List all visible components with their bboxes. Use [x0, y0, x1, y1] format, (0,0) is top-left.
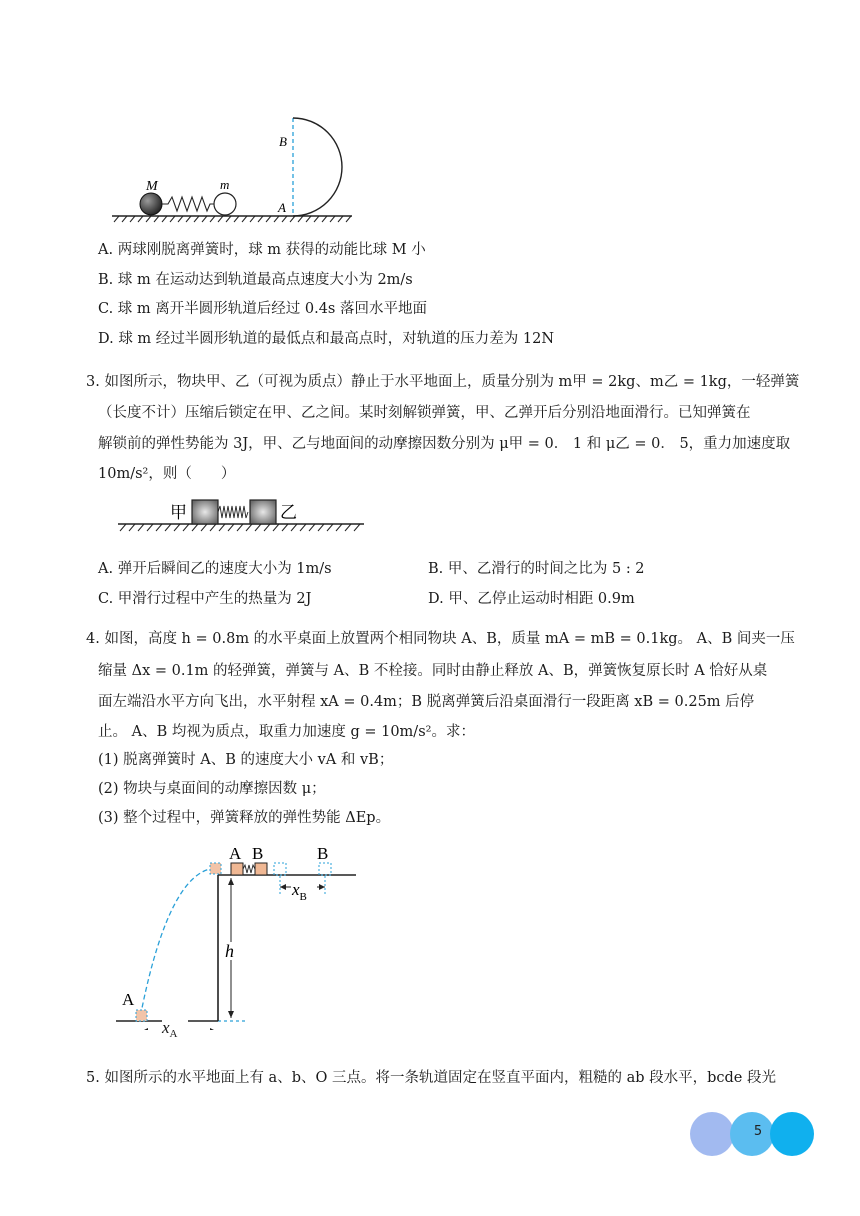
block-A-landed — [136, 1010, 147, 1021]
q3-option-b: B. 甲、乙滑行的时间之比为 5 : 2 — [428, 561, 645, 577]
block-yi — [250, 500, 276, 524]
spring — [162, 197, 214, 211]
q3-figure — [116, 494, 368, 542]
q4-line-1: 4. 如图，高度 h = 0.8m 的水平桌面上放置两个相同物块 A、B，质量 mA = mB = 0.1kg。 A、B 间夹一压 — [86, 631, 795, 647]
block-A — [231, 863, 243, 875]
q4-subq-3: (3) 整个过程中，弹簧释放的弹性势能 ΔEp。 — [98, 810, 391, 826]
page-number-badge — [690, 1112, 814, 1156]
ball-m — [214, 193, 236, 215]
page-number: 5 — [753, 1124, 763, 1139]
q3-line-2: （长度不计）压缩后锁定在甲、乙之间。某时刻解锁弹簧，甲、乙弹开后分别沿地面滑行。已知弹簧在 — [98, 405, 751, 421]
q5-line-1: 5. 如图所示的水平地面上有 a、b、O 三点。将一条轨道固定在竖直平面内，粗糙的 ab 段水平，bcde 段光 — [86, 1070, 776, 1086]
label-M: M — [146, 179, 158, 194]
q4-line-2: 缩量 Δx = 0.1m 的轻弹簧，弹簧与 A、B 不栓接。同时由静止释放 A、B，弹簧恢复原长时 A 恰好从桌 — [98, 663, 768, 679]
block-jia — [192, 500, 218, 524]
q2-option-b: B. 球 m 在运动达到轨道最高点速度大小为 2m/s — [98, 272, 413, 288]
q3-option-a: A. 弹开后瞬间乙的速度大小为 1m/s — [98, 561, 332, 577]
label-A: A — [278, 200, 286, 215]
label-h: h — [225, 941, 234, 961]
q3-line-3: 解锁前的弹性势能为 3J，甲、乙与地面间的动摩擦因数分别为 μ甲 = 0． 1 和 μ乙 = 0． 5，重力加速度取 — [98, 436, 791, 452]
q3-option-c: C. 甲滑行过程中产生的热量为 2J — [98, 591, 312, 607]
q2-option-a: A. 两球刚脱离弹簧时，球 m 获得的动能比球 M 小 — [98, 242, 426, 258]
ball-M — [140, 193, 162, 215]
label-xA: $x_A$ — [162, 1019, 188, 1039]
q4-line-3: 面左端沿水平方向飞出，水平射程 xA = 0.4m；B 脱离弹簧后沿桌面滑行一段距离 xB = 0.25m 后停 — [98, 694, 755, 710]
label-yi: 乙 — [280, 503, 297, 523]
q4-line-4: 止。 A、B 均视为质点，取重力加速度 g = 10m/s²。求： — [98, 724, 475, 740]
q2-option-c: C. 球 m 离开半圆形轨道后经过 0.4s 落回水平地面 — [98, 301, 427, 317]
label-xB: $x_B$ — [292, 880, 307, 903]
label-A-bottom: A — [122, 990, 135, 1009]
label-B-end: B — [317, 844, 329, 863]
q2-figure — [108, 110, 358, 226]
label-jia: 甲 — [170, 503, 187, 523]
q4-figure — [112, 838, 362, 1030]
label-B: B — [279, 134, 287, 149]
q2-option-d: D. 球 m 经过半圆形轨道的最低点和最高点时，对轨道的压力差为 12N — [98, 331, 555, 347]
q4-subq-2: (2) 物块与桌面间的动摩擦因数 μ； — [98, 781, 326, 797]
semicircle-track — [293, 118, 342, 216]
label-m: m — [220, 177, 230, 192]
q3-option-d: D. 甲、乙停止运动时相距 0.9m — [428, 591, 635, 607]
label-A-top: A — [229, 844, 242, 863]
q4-subq-1: (1) 脱离弹簧时 A、B 的速度大小 vA 和 vB； — [98, 752, 394, 768]
label-B-top: B — [252, 844, 264, 863]
compressed-spring — [218, 506, 248, 518]
q3-line-1: 3. 如图所示，物块甲、乙（可视为质点）静止于水平地面上，质量分别为 m甲 = 2kg、m乙 = 1kg，一轻弹簧 — [86, 374, 800, 390]
q3-line-4: 10m/s²，则（ ） — [98, 466, 236, 482]
block-B — [255, 863, 267, 875]
trajectory — [142, 868, 215, 1008]
